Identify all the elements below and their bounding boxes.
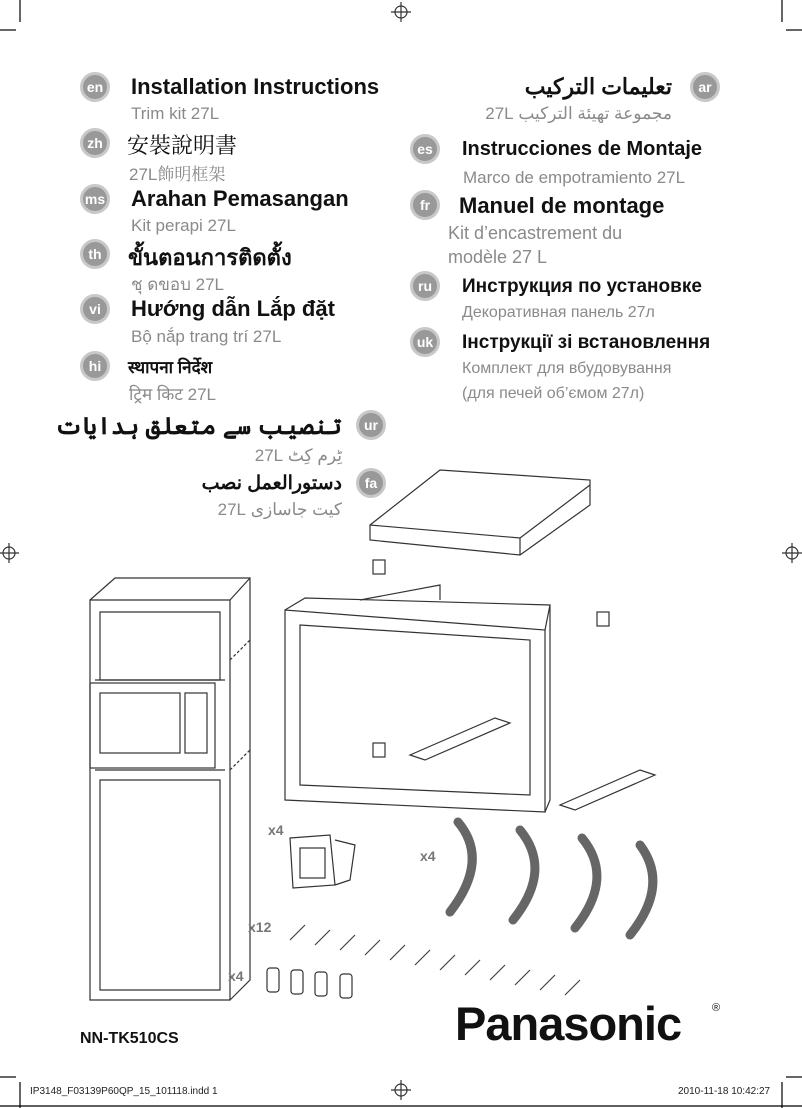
subtitle-th: ชุ ดขอบ 27L — [131, 275, 225, 294]
lang-badge-fa: fa — [356, 468, 386, 498]
lang-badge-ar: ar — [690, 72, 720, 102]
model-number: NN-TK510CS — [80, 1030, 179, 1047]
title-fr: Manuel de montage — [459, 193, 665, 218]
clip-part — [290, 835, 355, 888]
title-ru: Инструкция по установке — [462, 276, 702, 297]
title-ms: Arahan Pemasangan — [131, 186, 349, 211]
lang-badge-th: th — [80, 239, 110, 269]
screws — [290, 925, 580, 995]
brand-logo: Panasonic — [455, 997, 682, 1050]
caps-quantity: x4 — [228, 968, 244, 984]
lang-badge-ur: ur — [356, 410, 386, 440]
lang-badge-hi: hi — [80, 351, 110, 381]
trim-top-hood — [370, 470, 590, 555]
lang-badge-vi: vi — [80, 294, 110, 324]
cabinet-with-microwave — [90, 578, 250, 1000]
registration-mark-icon — [782, 543, 802, 563]
subtitle-fr-line2: modèle 27 L — [448, 247, 548, 267]
lang-badge-ms: ms — [80, 184, 110, 214]
screws-quantity: x12 — [248, 919, 272, 935]
footer-timestamp: 2010-11-18 10:42:27 — [678, 1086, 771, 1097]
subtitle-ms: Kit perapi 27L — [131, 216, 236, 235]
subtitle-vi: Bộ nắp trang trí 27L — [131, 327, 282, 346]
title-en: Installation Instructions — [131, 74, 380, 99]
subtitle-uk-line2: (для печей об’ємом 27л) — [462, 385, 645, 402]
lang-badge-zh: zh — [80, 128, 110, 158]
spacer-strips — [450, 822, 653, 935]
footer-filename: IP3148_F03139P60QP_15_101118.indd 1 — [30, 1086, 218, 1097]
lang-badge-es: es — [410, 134, 440, 164]
lang-badge-en: en — [80, 72, 110, 102]
subtitle-uk: Комплект для вбудовування — [462, 360, 672, 377]
title-es: Instrucciones de Montaje — [462, 138, 703, 160]
lang-badge-uk: uk — [410, 327, 440, 357]
subtitle-fr: Kit d’encastrement du — [448, 223, 623, 243]
title-fa: دستورالعمل نصب — [201, 473, 342, 494]
lang-badge-ru: ru — [410, 271, 440, 301]
subtitle-en: Trim kit 27L — [131, 104, 220, 123]
lang-badge-fr: fr — [410, 190, 440, 220]
spacers-quantity: x4 — [420, 848, 436, 864]
title-vi: Hướng dẫn Lắp đặt — [131, 296, 335, 321]
registered-mark: ® — [712, 1002, 721, 1014]
registration-mark-icon — [391, 2, 411, 22]
registration-mark-icon — [0, 543, 19, 563]
title-uk: Інструкції зі встановлення — [462, 332, 711, 353]
caps — [267, 968, 352, 998]
title-zh: 安裝說明書 — [127, 133, 238, 158]
subtitle-ur: ٹِرم کِٹ 27L — [254, 446, 342, 465]
subtitle-ru: Декоративная панель 27л — [462, 304, 655, 321]
title-ur: تنصیب سے متعلق ہدایات — [54, 413, 342, 440]
subtitle-hi: ट्रिम किट 27L — [129, 385, 216, 404]
clips-quantity: x4 — [268, 822, 284, 838]
subtitle-fa: کیت جاسازی 27L — [217, 500, 342, 519]
trim-frame — [285, 585, 550, 812]
title-hi: स्थापना निर्देश — [128, 358, 213, 377]
title-ar: تعليمات التركيب — [524, 74, 672, 99]
subtitle-es: Marco de empotramiento 27L — [463, 168, 686, 187]
subtitle-ar: مجموعة تهيئة التركيب 27L — [485, 104, 672, 123]
registration-mark-icon — [391, 1080, 411, 1100]
mounting-brackets — [373, 560, 655, 810]
title-th: ขั้นตอนการติดตั้ง — [128, 245, 292, 270]
subtitle-zh: 27L飾明框架 — [129, 165, 226, 184]
